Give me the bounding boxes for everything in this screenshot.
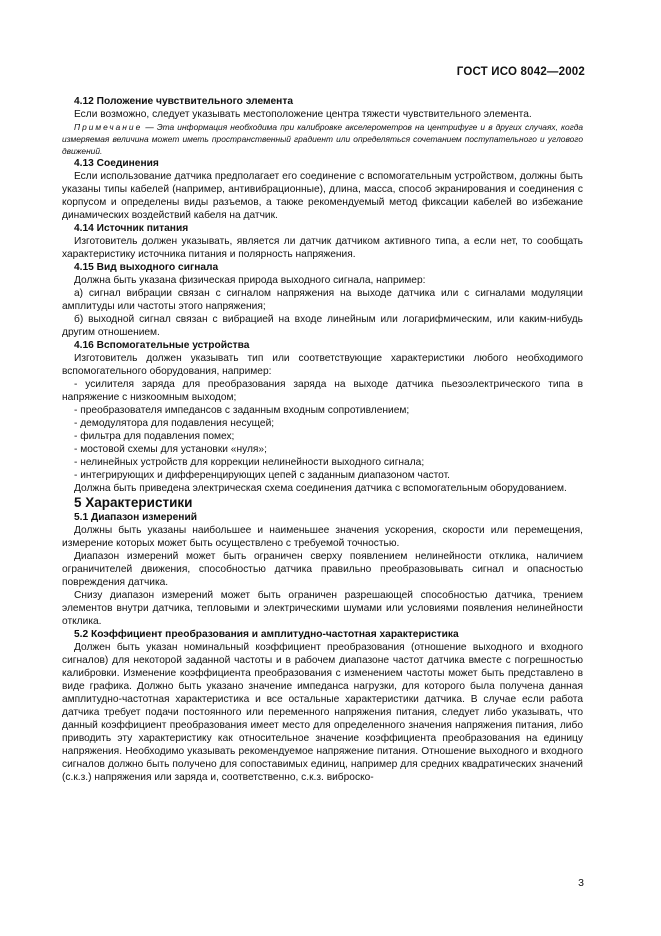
section-4-13-title: 4.13 Соединения	[74, 158, 159, 169]
list-item: - нелинейных устройств для коррекции нелинейности выходного сигнала;	[74, 457, 425, 468]
note-label: Примечание	[74, 122, 143, 132]
list-item: - усилителя заряда для преобразования заряда на выходе датчика пьезоэлектрического типа в напряжение с низкоомным выходом;	[62, 379, 583, 403]
section-4-16-title: 4.16 Вспомогательные устройства	[74, 340, 250, 351]
section-4-16-closing: Должна быть приведена электрическая схема соединения датчика с вспомогательным оборудованием.	[74, 483, 567, 494]
section-4-12-title: 4.12 Положение чувствительного элемента	[74, 96, 293, 107]
list-item: - фильтра для подавления помех;	[74, 431, 235, 442]
section-4-12-note	[62, 121, 583, 157]
section-4-13-text: Если использование датчика предполагает его соединение с вспомогательным устройством, должны быть указаны типы кабелей (например, антивибрационные), длина, масса, способ экранирования и соединения с корпусом и определены виды разъемов, а также рекомендуемый метод фиксации кабелей во избежание динамических воздействий кабеля на датчик.	[62, 171, 583, 221]
section-5-title: 5 Характеристики	[74, 495, 193, 510]
section-4-15-item-b: б) выходной сигнал связан с вибрацией на входе линейным или логарифмическим, или каким-нибудь другим отношением.	[62, 314, 583, 338]
section-5-2-title: 5.2 Коэффициент преобразования и амплитудно-частотная характеристика	[74, 629, 459, 640]
section-4-15-text: Должна быть указана физическая природа выходного сигнала, например:	[74, 275, 426, 286]
section-5-1-text-3: Снизу диапазон измерений может быть ограничен разрешающей способностью датчика, трением элементов внутри датчика, тепловыми и электрическими шумами или условиями появления нелинейности отклика.	[62, 590, 583, 627]
page-number: 3	[578, 877, 584, 889]
section-5-1-text-1: Должны быть указаны наибольшее и наименьшее значения ускорения, скорости или перемещения, измерение которых может быть осуществлено с требуемой точностью.	[62, 525, 583, 549]
note-text: — Эта информация необходима при калибровке акселерометров на центрифуге и в других случаях, когда измеряемая величина может иметь пространственный градиент или определяться сочетанием поступательного и углового движений.	[62, 122, 583, 156]
section-5-1-text-2: Диапазон измерений может быть ограничен сверху появлением нелинейности отклика, наличием ограничителей движения, способностью датчика правильно преобразовывать сигнал и опасностью повреждения датчика.	[62, 551, 583, 588]
section-4-12-text: Если возможно, следует указывать местоположение центра тяжести чувствительного элемента.	[74, 109, 532, 120]
list-item: - преобразователя импедансов с заданным входным сопротивлением;	[74, 405, 410, 416]
section-4-14-title: 4.14 Источник питания	[74, 223, 189, 234]
section-4-15-item-a: а) сигнал вибрации связан с сигналом напряжения на выходе датчика или с сигналами модуляции амплитуды или частоты этого напряжения;	[62, 288, 583, 312]
section-4-16-text: Изготовитель должен указывать тип или соответствующие характеристики любого необходимого вспомогательного оборудования, например:	[62, 353, 583, 377]
section-4-15-title: 4.15 Вид выходного сигнала	[74, 262, 219, 273]
section-5-2-text: Должен быть указан номинальный коэффициент преобразования (отношение выходного и входного сигналов) для некоторой заданной частоты и в рабочем диапазоне частот датчика вместе с погрешностью калибровки. Изменение коэффициента преобразования с изменением частоты может быть представлено в виде графика. Должно быть указано значение импеданса нагрузки, для которого была получена данная амплитудно-частотная характеристика и все остальные характеристики датчика. В случае если работа датчика требует подачи постоянного или переменного напряжения питания, следует либо указывать, что данный коэффициент преобразования имеет место для определенного значения напряжения питания, либо приводить эту характеристику как относительное значение коэффициента преобразования на единицу напряжения. Необходимо указывать рекомендуемое напряжение питания. Отношение выходного и входного сигналов должно быть получено для сопоставимых единиц, например для средних квадратических значений (с.к.з.) напряжения или заряда и, соответственно, с.к.з. виброско-	[62, 642, 583, 783]
page-content	[62, 95, 583, 784]
section-4-14-text: Изготовитель должен указывать, является ли датчик датчиком активного типа, а если нет, то сообщать характеристику источника питания и полярность напряжения.	[62, 236, 583, 260]
page-header: ГОСТ ИСО 8042—2002	[456, 66, 585, 78]
list-item: - демодулятора для подавления несущей;	[74, 418, 275, 429]
list-item: - мостовой схемы для установки «нуля»;	[74, 444, 267, 455]
section-5-1-title: 5.1 Диапазон измерений	[74, 512, 197, 523]
list-item: - интегрирующих и дифференцирующих цепей с заданным диапазоном частот.	[74, 470, 450, 481]
